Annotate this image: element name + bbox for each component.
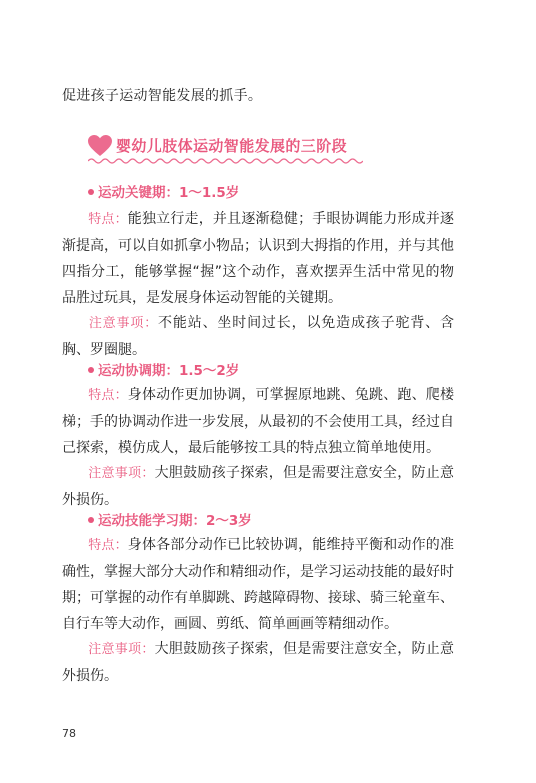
wave-underline <box>88 157 363 165</box>
notes-text: 不能站、坐时间过长，以免造成孩子驼背、含胸、罗圈腿。 <box>62 315 454 358</box>
lead-text: 促进孩子运动智能发展的抓手。 <box>62 88 263 104</box>
stage-1-notes <box>62 310 454 363</box>
stage-2-notes <box>62 460 454 513</box>
section-title-text: 婴幼儿肢体运动智能发展的三阶段 <box>116 137 348 155</box>
notes-text: 大胆鼓励孩子探索，但是需要注意安全，防止意外损伤。 <box>62 465 454 508</box>
traits-text: 身体动作更加协调，可掌握原地跳、兔跳、跑、爬楼梯；手的协调动作进一步发展，从最初的不会使用工具，经过自己探索，模仿成人，最后能够按工具的特点独立简单地使用。 <box>62 387 454 456</box>
traits-label: 特点： <box>88 212 128 227</box>
stage-heading-2: 运动协调期：1.5～2岁 <box>88 362 239 380</box>
bullet-dot <box>88 189 94 195</box>
bullet-dot <box>88 367 94 373</box>
traits-label: 特点： <box>88 388 128 403</box>
notes-label: 注意事项： <box>88 466 155 481</box>
notes-label: 注意事项： <box>88 316 159 331</box>
traits-text: 身体各部分动作已比较协调，能维持平衡和动作的准确性，掌握大部分大动作和精细动作，是学习运动技能的最好时期；可掌握的动作有单脚跳、跨越障碍物、接球、骑三轮童车、自行车等大动作，画圆、剪纸、简单画画等精细动作。 <box>62 537 454 632</box>
notes-label: 注意事项： <box>88 642 155 657</box>
notes-text: 大胆鼓励孩子探索，但是需要注意安全，防止意外损伤。 <box>62 641 454 684</box>
traits-label: 特点： <box>88 538 128 553</box>
stage-3-traits <box>62 532 454 637</box>
stage-heading-1: 运动关键期：1～1.5岁 <box>88 184 239 202</box>
stage-1-traits <box>62 206 454 311</box>
bullet-dot <box>88 517 94 523</box>
traits-text: 能独立行走，并且逐渐稳健；手眼协调能力形成并逐渐提高，可以自如抓拿小物品；认识到大拇指的作用，并与其他四指分工，能够掌握“握”这个动作，喜欢摆弄生活中常见的物品胜过玩具，是发展身体运动智能的关键期。 <box>62 211 454 306</box>
page-number: 78 <box>62 727 76 740</box>
heart-icon <box>88 135 112 157</box>
stage-heading-3: 运动技能学习期：2～3岁 <box>88 512 252 530</box>
stage-3-notes <box>62 636 454 689</box>
section-title <box>88 131 378 165</box>
stage-2-traits <box>62 382 454 461</box>
